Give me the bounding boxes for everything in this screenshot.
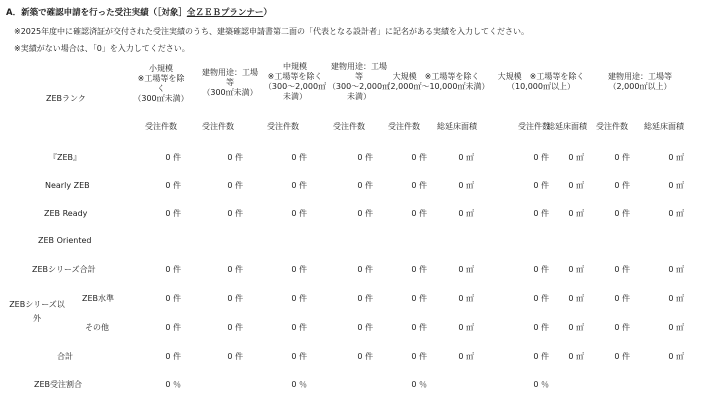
heading-target: 全ＺＥＢプランナー [186, 8, 264, 18]
value-cell[interactable]: 0 ㎡ [458, 352, 474, 361]
value-cell[interactable]: 0 ㎡ [568, 323, 584, 332]
column-group-header-line: 等 [226, 78, 234, 87]
row-label: 『ZEB』 [49, 153, 82, 162]
value-cell[interactable]: 0 ㎡ [668, 265, 684, 274]
row-label: ZEBシリーズ合計 [32, 265, 96, 274]
sub-header: 受注件数 [388, 122, 420, 131]
column-group-header-line: （2,000㎡以上） [608, 82, 672, 91]
rank-header: ZEBランク [46, 94, 86, 103]
value-cell[interactable]: 0 件 [533, 209, 549, 218]
value-cell[interactable]: 0 件 [533, 181, 549, 190]
value-cell[interactable]: 0 件 [411, 323, 427, 332]
row-label: ZEB受注割合 [34, 380, 83, 389]
value-cell[interactable]: 0 件 [165, 265, 181, 274]
value-cell[interactable]: 0 ㎡ [668, 181, 684, 190]
sub-header: 総延床面積 [547, 122, 587, 131]
value-cell[interactable]: 0 件 [357, 294, 373, 303]
value-cell[interactable]: 0 ㎡ [568, 181, 584, 190]
value-cell[interactable]: 0 件 [357, 265, 373, 274]
column-group-header-line: （300㎡未満） [133, 94, 189, 103]
value-cell[interactable]: 0 件 [411, 265, 427, 274]
heading-suffix: ） [263, 8, 272, 18]
value-cell[interactable]: 0 件 [533, 265, 549, 274]
sub-header: 総延床面積 [437, 122, 477, 131]
value-cell[interactable]: 0 ㎡ [458, 265, 474, 274]
section-heading [6, 6, 272, 18]
column-group-header-line: 建物用途：工場 [202, 68, 258, 77]
value-cell[interactable]: 0 ％ [411, 380, 427, 389]
value-cell[interactable]: 0 件 [357, 209, 373, 218]
value-cell[interactable]: 0 件 [165, 294, 181, 303]
column-group-header-line: （2,000㎡～10,000㎡未満） [382, 82, 490, 91]
value-cell[interactable]: 0 件 [227, 265, 243, 274]
outside-series-label [6, 300, 68, 324]
value-cell[interactable]: 0 件 [533, 323, 549, 332]
value-cell[interactable]: 0 件 [291, 323, 307, 332]
column-group-header-line: く [157, 84, 165, 93]
column-group-header-line: 建物用途：工場等 [608, 72, 672, 81]
column-group-header [580, 72, 700, 92]
column-group-header-line: 大規模 ※工場等を除く [497, 72, 585, 81]
value-cell[interactable]: 0 件 [291, 181, 307, 190]
value-cell[interactable]: 0 ㎡ [458, 153, 474, 162]
value-cell[interactable]: 0 件 [227, 153, 243, 162]
value-cell[interactable]: 0 件 [614, 209, 630, 218]
value-cell[interactable]: 0 ㎡ [568, 209, 584, 218]
value-cell[interactable]: 0 件 [227, 294, 243, 303]
value-cell[interactable]: 0 件 [291, 352, 307, 361]
column-group-header-line: 等 [355, 72, 363, 81]
sub-header: 受注件数 [202, 122, 234, 131]
sub-header: 受注件数 [596, 122, 628, 131]
value-cell[interactable]: 0 件 [357, 181, 373, 190]
value-cell[interactable]: 0 ％ [165, 380, 181, 389]
value-cell[interactable]: 0 ㎡ [458, 294, 474, 303]
row-label: ZEB水準 [82, 294, 115, 303]
column-group-header-line: ※工場等を除 [137, 74, 185, 83]
value-cell[interactable]: 0 件 [614, 352, 630, 361]
value-cell[interactable]: 0 件 [165, 352, 181, 361]
value-cell[interactable]: 0 ％ [533, 380, 549, 389]
value-cell[interactable]: 0 ㎡ [668, 209, 684, 218]
value-cell[interactable]: 0 件 [291, 153, 307, 162]
value-cell[interactable]: 0 件 [227, 209, 243, 218]
note-submission: ※2025年度中に確認済証が交付された受注実績のうち、建築確認申請書第二面の「代表となる設計者」に記名がある実績を入力してください。 [14, 27, 530, 36]
value-cell[interactable]: 0 ㎡ [668, 153, 684, 162]
value-cell[interactable]: 0 ㎡ [568, 294, 584, 303]
value-cell[interactable]: 0 件 [165, 209, 181, 218]
row-label: 合計 [57, 352, 73, 361]
sub-header: 総延床面積 [644, 122, 684, 131]
row-label: その他 [85, 323, 109, 332]
row-label: ZEB Oriented [38, 236, 92, 245]
value-cell[interactable]: 0 ㎡ [458, 181, 474, 190]
value-cell[interactable]: 0 件 [411, 209, 427, 218]
value-cell[interactable]: 0 件 [533, 352, 549, 361]
sub-header: 受注件数 [145, 122, 177, 131]
value-cell[interactable]: 0 件 [614, 153, 630, 162]
value-cell[interactable]: 0 件 [533, 294, 549, 303]
sub-header: 受注件数 [518, 122, 550, 131]
value-cell[interactable]: 0 件 [357, 352, 373, 361]
value-cell[interactable]: 0 件 [411, 352, 427, 361]
value-cell[interactable]: 0 件 [165, 181, 181, 190]
value-cell[interactable]: 0 ㎡ [458, 323, 474, 332]
value-cell[interactable]: 0 件 [357, 153, 373, 162]
value-cell[interactable]: 0 ㎡ [568, 153, 584, 162]
value-cell[interactable]: 0 件 [411, 294, 427, 303]
value-cell[interactable]: 0 ％ [291, 380, 307, 389]
value-cell[interactable]: 0 件 [411, 181, 427, 190]
heading-prefix: A．新築で確認申請を行った受注実績（［対象］ [6, 8, 187, 18]
value-cell[interactable]: 0 ㎡ [668, 352, 684, 361]
value-cell[interactable]: 0 件 [614, 294, 630, 303]
value-cell[interactable]: 0 件 [533, 153, 549, 162]
note-zero: ※実績がない場合は、「0」を入力してください。 [14, 44, 190, 53]
value-cell[interactable]: 0 件 [357, 323, 373, 332]
value-cell[interactable]: 0 件 [614, 265, 630, 274]
value-cell[interactable]: 0 件 [227, 181, 243, 190]
row-label: Nearly ZEB [45, 181, 90, 190]
column-group-header [376, 72, 496, 92]
value-cell[interactable]: 0 ㎡ [458, 209, 474, 218]
value-cell[interactable]: 0 件 [291, 294, 307, 303]
value-cell[interactable]: 0 件 [411, 153, 427, 162]
value-cell[interactable]: 0 件 [227, 323, 243, 332]
value-cell[interactable]: 0 ㎡ [668, 294, 684, 303]
value-cell[interactable]: 0 件 [165, 323, 181, 332]
column-group-header-line: ※工場等を除く [267, 72, 323, 81]
row-label: ZEB Ready [44, 209, 88, 218]
column-group-header-line: 未満） [347, 92, 371, 101]
column-group-header-line: 大規模 ※工場等を除く [392, 72, 480, 81]
value-cell[interactable]: 0 ㎡ [668, 323, 684, 332]
column-group-header-line: 小規模 [149, 64, 173, 73]
column-group-header-line: 未満） [283, 92, 307, 101]
column-group-header-line: 建物用途：工場 [331, 62, 387, 71]
value-cell[interactable]: 0 ㎡ [568, 352, 584, 361]
column-group-header-line: （300～2,000㎡ [263, 82, 327, 91]
column-group-header-line: （300～2,000㎡ [327, 82, 391, 91]
sub-header: 受注件数 [333, 122, 365, 131]
value-cell[interactable]: 0 件 [291, 265, 307, 274]
sub-header: 受注件数 [267, 122, 299, 131]
value-cell[interactable]: 0 件 [291, 209, 307, 218]
column-group-header-line: 中規模 [283, 62, 307, 71]
value-cell[interactable]: 0 ㎡ [568, 265, 584, 274]
value-cell[interactable]: 0 件 [614, 181, 630, 190]
outside-series-label-line1: ZEBシリーズ以 [9, 300, 65, 309]
outside-series-label-line2: 外 [33, 314, 41, 323]
value-cell[interactable]: 0 件 [165, 153, 181, 162]
value-cell[interactable]: 0 件 [227, 352, 243, 361]
column-group-header-line: （10,000㎡以上） [507, 82, 575, 91]
value-cell[interactable]: 0 件 [614, 323, 630, 332]
column-group-header-line: （300㎡未満） [202, 88, 258, 97]
